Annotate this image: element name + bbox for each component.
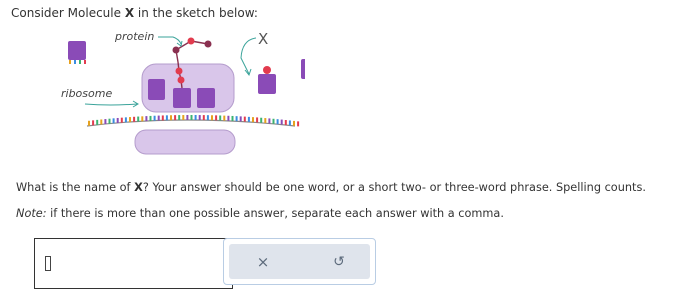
trna-e-site xyxy=(148,79,165,100)
ribosome-arrow xyxy=(85,104,137,105)
question-before: What is the name of xyxy=(16,181,135,194)
molecule-sketch xyxy=(55,22,305,157)
departing-trna xyxy=(258,66,276,94)
note-label: Note: xyxy=(16,207,47,220)
prompt-after: in the sketch below: xyxy=(134,6,258,20)
text-cursor xyxy=(45,256,51,271)
undo-icon: ↺ xyxy=(333,253,345,270)
prompt-before: Consider Molecule xyxy=(11,6,125,20)
label-x: X xyxy=(258,30,269,48)
x-arrow xyxy=(241,38,256,74)
label-ribosome: ribosome xyxy=(61,87,113,100)
incoming-trna xyxy=(301,51,305,79)
trna-a-site xyxy=(197,88,215,108)
undo-button[interactable] xyxy=(309,244,369,279)
clear-button[interactable] xyxy=(233,244,293,279)
note-text xyxy=(16,206,504,221)
answer-tools xyxy=(223,238,376,285)
question-molecule: X xyxy=(134,181,143,194)
note-body: if there is more than one possible answer, separate each answer with a comma. xyxy=(46,207,504,220)
free-trna-left xyxy=(68,41,86,64)
trna-p-site xyxy=(173,88,191,108)
close-icon: × xyxy=(256,252,270,271)
question-text xyxy=(16,180,646,195)
question-after: ? Your answer should be one word, or a short two- or three-word phrase. Spelling counts. xyxy=(142,181,646,194)
prompt-molecule: X xyxy=(124,6,135,20)
answer-tools-panel xyxy=(229,244,370,279)
prompt-text xyxy=(11,5,258,21)
ribosome-small-subunit xyxy=(135,130,235,154)
answer-input[interactable] xyxy=(34,238,233,289)
label-protein: protein xyxy=(115,30,155,43)
mrna-strand xyxy=(87,115,298,126)
